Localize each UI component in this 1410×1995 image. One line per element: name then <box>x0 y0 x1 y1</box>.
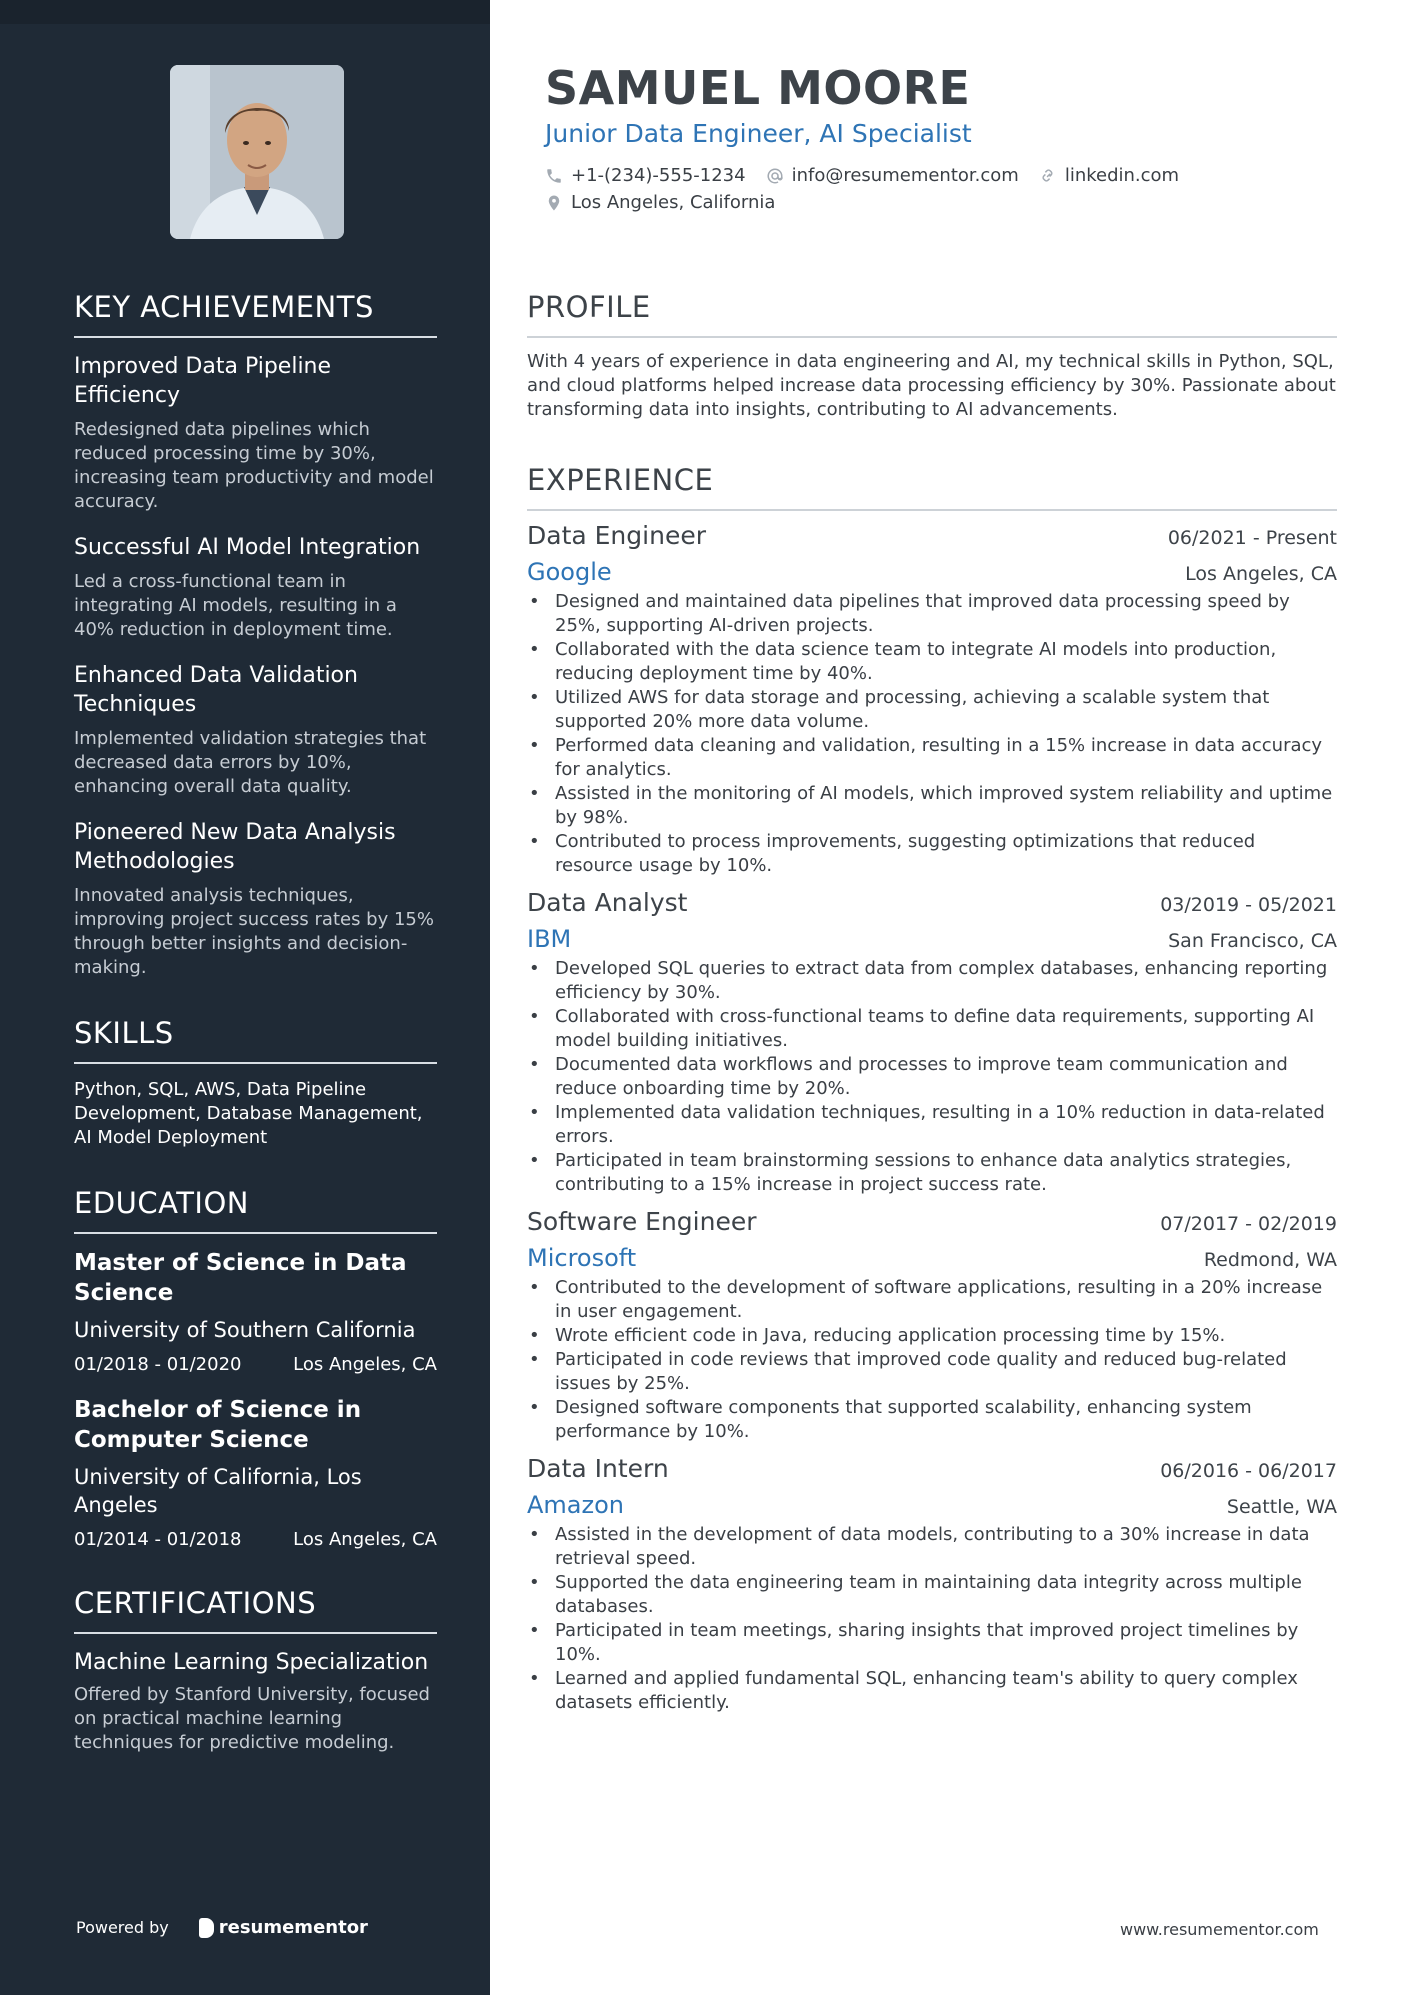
contact-email[interactable] <box>766 165 1019 186</box>
job-company: IBM <box>527 925 572 953</box>
education-section <box>74 1186 437 1550</box>
powered-by-label: Powered by <box>76 1918 169 1937</box>
phone-text: +1-(234)-555-1234 <box>571 165 746 186</box>
job-bullet: • Documented data workflows and processes to improve team communication and reduce onboarding time by 20%. <box>527 1053 1337 1101</box>
skills-list: Python, SQL, AWS, Data Pipeline Development, Database Management, AI Model Deployment <box>74 1079 423 1148</box>
email-text: info@resumementor.com <box>791 165 1019 186</box>
achievement-title: Improved Data Pipeline Efficiency <box>74 354 332 408</box>
achievement-item <box>74 352 437 514</box>
job-bullet: • Contributed to process improvements, suggesting optimizations that reduced resource usage by 10%. <box>527 830 1337 878</box>
contact-phone[interactable] <box>545 165 746 186</box>
footer-url[interactable]: www.resumementor.com <box>1120 1920 1319 1939</box>
job-dates: 03/2019 - 05/2021 <box>1160 894 1337 916</box>
contact-info <box>545 162 1325 216</box>
location-pin-icon <box>545 194 563 212</box>
job-role: Software Engineer <box>527 1207 757 1236</box>
job-bullet: • Supported the data engineering team in maintaining data integrity across multiple databases. <box>527 1571 1337 1619</box>
job-bullets <box>527 1276 1337 1444</box>
certification-title: Machine Learning Specialization <box>74 1650 429 1675</box>
education-dates: 01/2014 - 01/2018 <box>74 1529 242 1550</box>
skills-section <box>74 1016 437 1150</box>
brand-logo-icon <box>199 1918 214 1938</box>
education-item <box>74 1395 437 1550</box>
achievement-desc: Innovated analysis techniques, improving project success rates by 15% through better insights and decision-making. <box>74 885 434 978</box>
job-bullet: • Learned and applied fundamental SQL, enhancing team's ability to query complex datasets efficiently. <box>527 1667 1337 1715</box>
job-bullet: • Collaborated with the data science team to integrate AI models into production, reducing deployment time by 40%. <box>527 638 1337 686</box>
contact-linkedin[interactable] <box>1039 165 1179 186</box>
phone-icon <box>545 167 563 185</box>
skills-heading: SKILLS <box>74 1016 437 1064</box>
education-heading: EDUCATION <box>74 1186 437 1234</box>
brand-logo[interactable] <box>199 1917 368 1938</box>
job-role: Data Engineer <box>527 521 706 550</box>
sidebar-top-bar <box>0 0 490 24</box>
achievement-item <box>74 661 437 799</box>
sidebar <box>0 0 490 1995</box>
certifications-section <box>74 1586 437 1755</box>
achievement-title: Pioneered New Data Analysis Methodologies <box>74 820 396 874</box>
job-bullet: • Implemented data validation techniques, resulting in a 10% reduction in data-related errors. <box>527 1101 1337 1149</box>
job-bullet: • Assisted in the development of data models, contributing to a 30% increase in data retrieval speed. <box>527 1523 1337 1571</box>
job-bullet: • Performed data cleaning and validation, resulting in a 15% increase in data accuracy for analytics. <box>527 734 1337 782</box>
job-location: Redmond, WA <box>1203 1249 1337 1271</box>
resume-header <box>545 60 1325 216</box>
education-school: University of Southern California <box>74 1318 416 1342</box>
job-location: Seattle, WA <box>1226 1496 1337 1518</box>
candidate-name: SAMUEL MOORE <box>545 61 971 115</box>
job-dates: 07/2017 - 02/2019 <box>1160 1213 1337 1235</box>
job-role: Data Analyst <box>527 888 688 917</box>
contact-location <box>545 192 775 213</box>
experience-heading: EXPERIENCE <box>527 463 1337 511</box>
achievement-item <box>74 818 437 980</box>
achievements-section <box>74 290 437 980</box>
job-location: Los Angeles, CA <box>1185 563 1337 585</box>
education-degree: Master of Science in Data Science <box>74 1250 407 1306</box>
education-degree: Bachelor of Science in Computer Science <box>74 1397 362 1453</box>
job-bullet: • Assisted in the monitoring of AI models, which improved system reliability and uptime by 98%. <box>527 782 1337 830</box>
education-location: Los Angeles, CA <box>293 1529 437 1550</box>
location-text: Los Angeles, California <box>571 192 776 213</box>
experience-section <box>527 463 1337 1715</box>
job-company: Microsoft <box>527 1244 637 1272</box>
achievement-desc: Redesigned data pipelines which reduced processing time by 30%, increasing team productivity and model accuracy. <box>74 419 434 512</box>
job-location: San Francisco, CA <box>1168 930 1337 952</box>
achievement-title: Enhanced Data Validation Techniques <box>74 663 358 717</box>
education-school: University of California, Los Angeles <box>74 1465 362 1517</box>
achievement-title: Successful AI Model Integration <box>74 535 421 560</box>
job-bullet: • Participated in code reviews that improved code quality and reduced bug-related issues by 25%. <box>527 1348 1337 1396</box>
job-bullet: • Collaborated with cross-functional teams to define data requirements, supporting AI model building initiatives. <box>527 1005 1337 1053</box>
portrait-illustration <box>170 65 344 239</box>
job-bullets <box>527 957 1337 1197</box>
powered-by <box>76 1917 368 1938</box>
achievement-item <box>74 533 437 642</box>
certification-desc: Offered by Stanford University, focused on practical machine learning techniques for predictive modeling. <box>74 1684 430 1753</box>
job-bullet: • Utilized AWS for data storage and processing, achieving a scalable system that supported 20% more data volume. <box>527 686 1337 734</box>
education-location: Los Angeles, CA <box>293 1354 437 1375</box>
job-role: Data Intern <box>527 1454 669 1483</box>
job-bullet: • Developed SQL queries to extract data from complex databases, enhancing reporting efficiency by 30%. <box>527 957 1337 1005</box>
brand-name: resumementor <box>218 1917 368 1938</box>
job-bullet: • Wrote efficient code in Java, reducing application processing time by 15%. <box>527 1324 1337 1348</box>
job-dates: 06/2016 - 06/2017 <box>1160 1460 1337 1482</box>
job-bullet: • Contributed to the development of software applications, resulting in a 20% increase in user engagement. <box>527 1276 1337 1324</box>
education-dates: 01/2018 - 01/2020 <box>74 1354 242 1375</box>
achievements-heading: KEY ACHIEVEMENTS <box>74 290 437 338</box>
job-dates: 06/2021 - Present <box>1167 527 1337 549</box>
certifications-heading: CERTIFICATIONS <box>74 1586 437 1634</box>
profile-summary: With 4 years of experience in data engineering and AI, my technical skills in Python, SQL, and cloud platforms helped increase data processing efficiency by 30%. Passionate about transforming data into insights, contributing to AI advancements. <box>527 351 1336 420</box>
job-bullet: • Designed and maintained data pipelines that improved data processing speed by 25%, supporting AI-driven projects. <box>527 590 1337 638</box>
achievement-desc: Led a cross-functional team in integrating AI models, resulting in a 40% reduction in deployment time. <box>74 571 397 640</box>
job-bullets <box>527 590 1337 878</box>
profile-photo <box>170 65 344 239</box>
job-entry <box>527 521 1337 878</box>
job-entry <box>527 1207 1337 1444</box>
profile-section <box>527 290 1337 422</box>
at-sign-icon <box>766 167 784 185</box>
job-entry <box>527 1454 1337 1715</box>
linkedin-text: linkedin.com <box>1064 165 1180 186</box>
job-bullet: • Designed software components that supported scalability, enhancing system performance by 10%. <box>527 1396 1337 1444</box>
candidate-title: Junior Data Engineer, AI Specialist <box>545 119 972 148</box>
achievement-desc: Implemented validation strategies that decreased data errors by 10%, enhancing overall data quality. <box>74 728 427 797</box>
education-item <box>74 1248 437 1375</box>
job-entry <box>527 888 1337 1197</box>
link-icon <box>1039 167 1057 185</box>
job-bullets <box>527 1523 1337 1715</box>
job-bullet: • Participated in team brainstorming sessions to enhance data analytics strategies, contributing to a 15% increase in project success rate. <box>527 1149 1337 1197</box>
job-bullet: • Participated in team meetings, sharing insights that improved project timelines by 10%. <box>527 1619 1337 1667</box>
profile-heading: PROFILE <box>527 290 1337 338</box>
job-company: Google <box>527 558 612 586</box>
job-company: Amazon <box>527 1491 624 1519</box>
